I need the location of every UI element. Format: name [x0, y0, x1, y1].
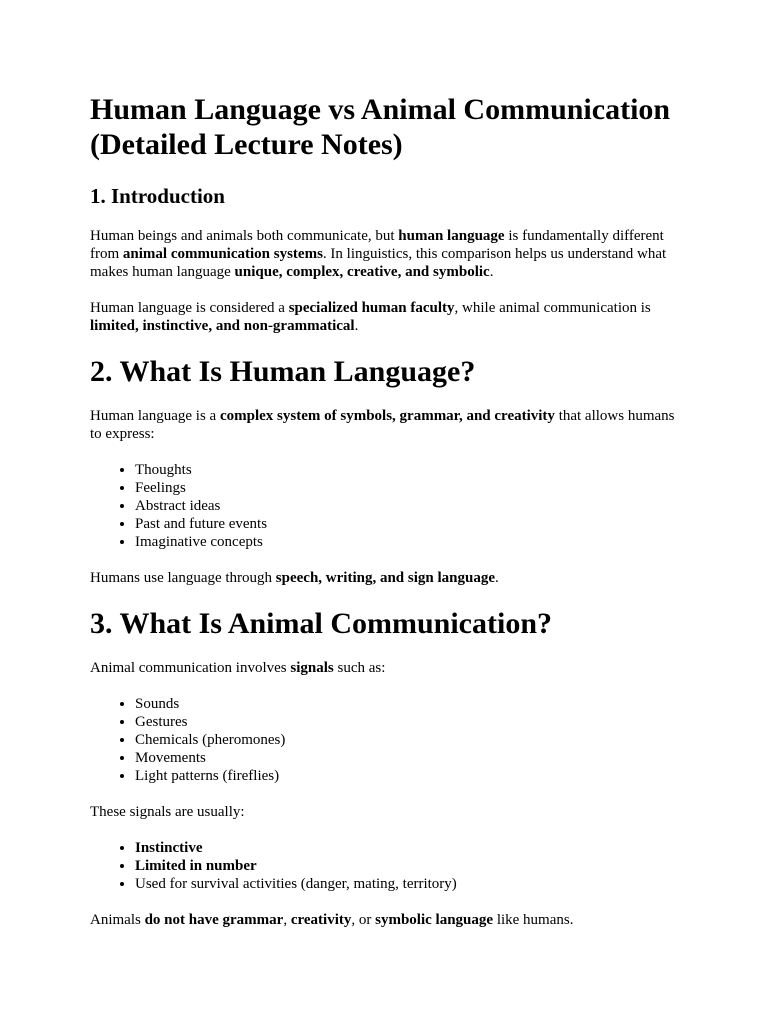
human-language-list	[90, 461, 678, 551]
text-run: .	[495, 570, 499, 586]
human-language-paragraph	[90, 407, 678, 443]
text-run: Human language is considered a	[90, 300, 289, 316]
list-item	[135, 857, 678, 875]
title-line-2: (Detailed Lecture Notes)	[90, 128, 403, 161]
list-item: • Gestures	[135, 713, 678, 731]
list-item: • Sounds	[135, 695, 678, 713]
section-heading-animal-communication: 3. What Is Animal Communication?	[90, 607, 553, 640]
text-run: is fundamentally different from	[90, 228, 664, 262]
text-run: .	[354, 318, 359, 334]
text-run: like humans.	[493, 912, 574, 928]
bold-run: signals	[290, 660, 334, 676]
bold-run: symbolic language	[375, 912, 494, 928]
list-item	[135, 839, 678, 857]
text-run: Animal communication involves	[90, 660, 291, 676]
list-item: • Thoughts	[135, 461, 678, 479]
list-item: • Past and future events	[135, 515, 678, 533]
text-run: , or	[351, 912, 376, 928]
list-item: • Movements	[135, 749, 678, 767]
intro-paragraph-2	[90, 299, 678, 335]
text-run: such as:	[333, 660, 386, 676]
human-language-media-paragraph	[90, 569, 678, 587]
bold-run: unique, complex, creative, and symbolic	[234, 264, 490, 280]
animal-signals-list	[90, 695, 678, 785]
text-run: Human language is a	[90, 408, 220, 424]
animals-lack-paragraph	[90, 911, 678, 929]
bold-run: human language	[398, 228, 505, 244]
text-run: .	[489, 264, 494, 280]
list-item: • Abstract ideas	[135, 497, 678, 515]
animal-communication-paragraph	[90, 659, 678, 677]
section-heading-human-language: 2. What Is Human Language?	[90, 355, 476, 388]
bold-run: animal communication systems	[122, 246, 323, 262]
text-run: , while animal communication is	[454, 300, 651, 316]
bold-run: creativity	[290, 912, 352, 928]
signals-traits-list	[90, 839, 678, 893]
list-item: • Chemicals (pheromones)	[135, 731, 678, 749]
title-line-1: Human Language vs Animal Communication	[90, 93, 671, 126]
list-item: • Feelings	[135, 479, 678, 497]
page-title	[90, 92, 678, 162]
intro-paragraph-1	[90, 227, 678, 281]
text-run: . In linguistics, this comparison helps us understand what makes human language	[90, 246, 667, 280]
bold-run: Limited in number	[135, 858, 257, 874]
list-item: • Light patterns (fireflies)	[135, 767, 678, 785]
list-item: • Used for survival activities (danger, mating, territory)	[135, 875, 678, 893]
signals-usually-paragraph: These signals are usually:	[90, 804, 245, 820]
text-run: Human beings and animals both communicate, but	[90, 228, 399, 244]
section-heading-introduction: 1. Introduction	[90, 184, 225, 208]
text-run: that allows humans to express:	[90, 408, 675, 442]
text-run: Animals	[90, 912, 145, 928]
bold-run: Instinctive	[135, 840, 203, 856]
list-item: • Imaginative concepts	[135, 533, 678, 551]
bold-run: limited, instinctive, and non-grammatical	[90, 318, 355, 334]
bold-run: specialized human faculty	[288, 300, 455, 316]
bold-run: complex system of symbols, grammar, and creativity	[219, 408, 555, 424]
text-run: Humans use language through	[90, 570, 276, 586]
bold-run: do not have grammar	[144, 912, 284, 928]
text-run: ,	[283, 912, 291, 928]
bold-run: speech, writing, and sign language	[275, 570, 495, 586]
